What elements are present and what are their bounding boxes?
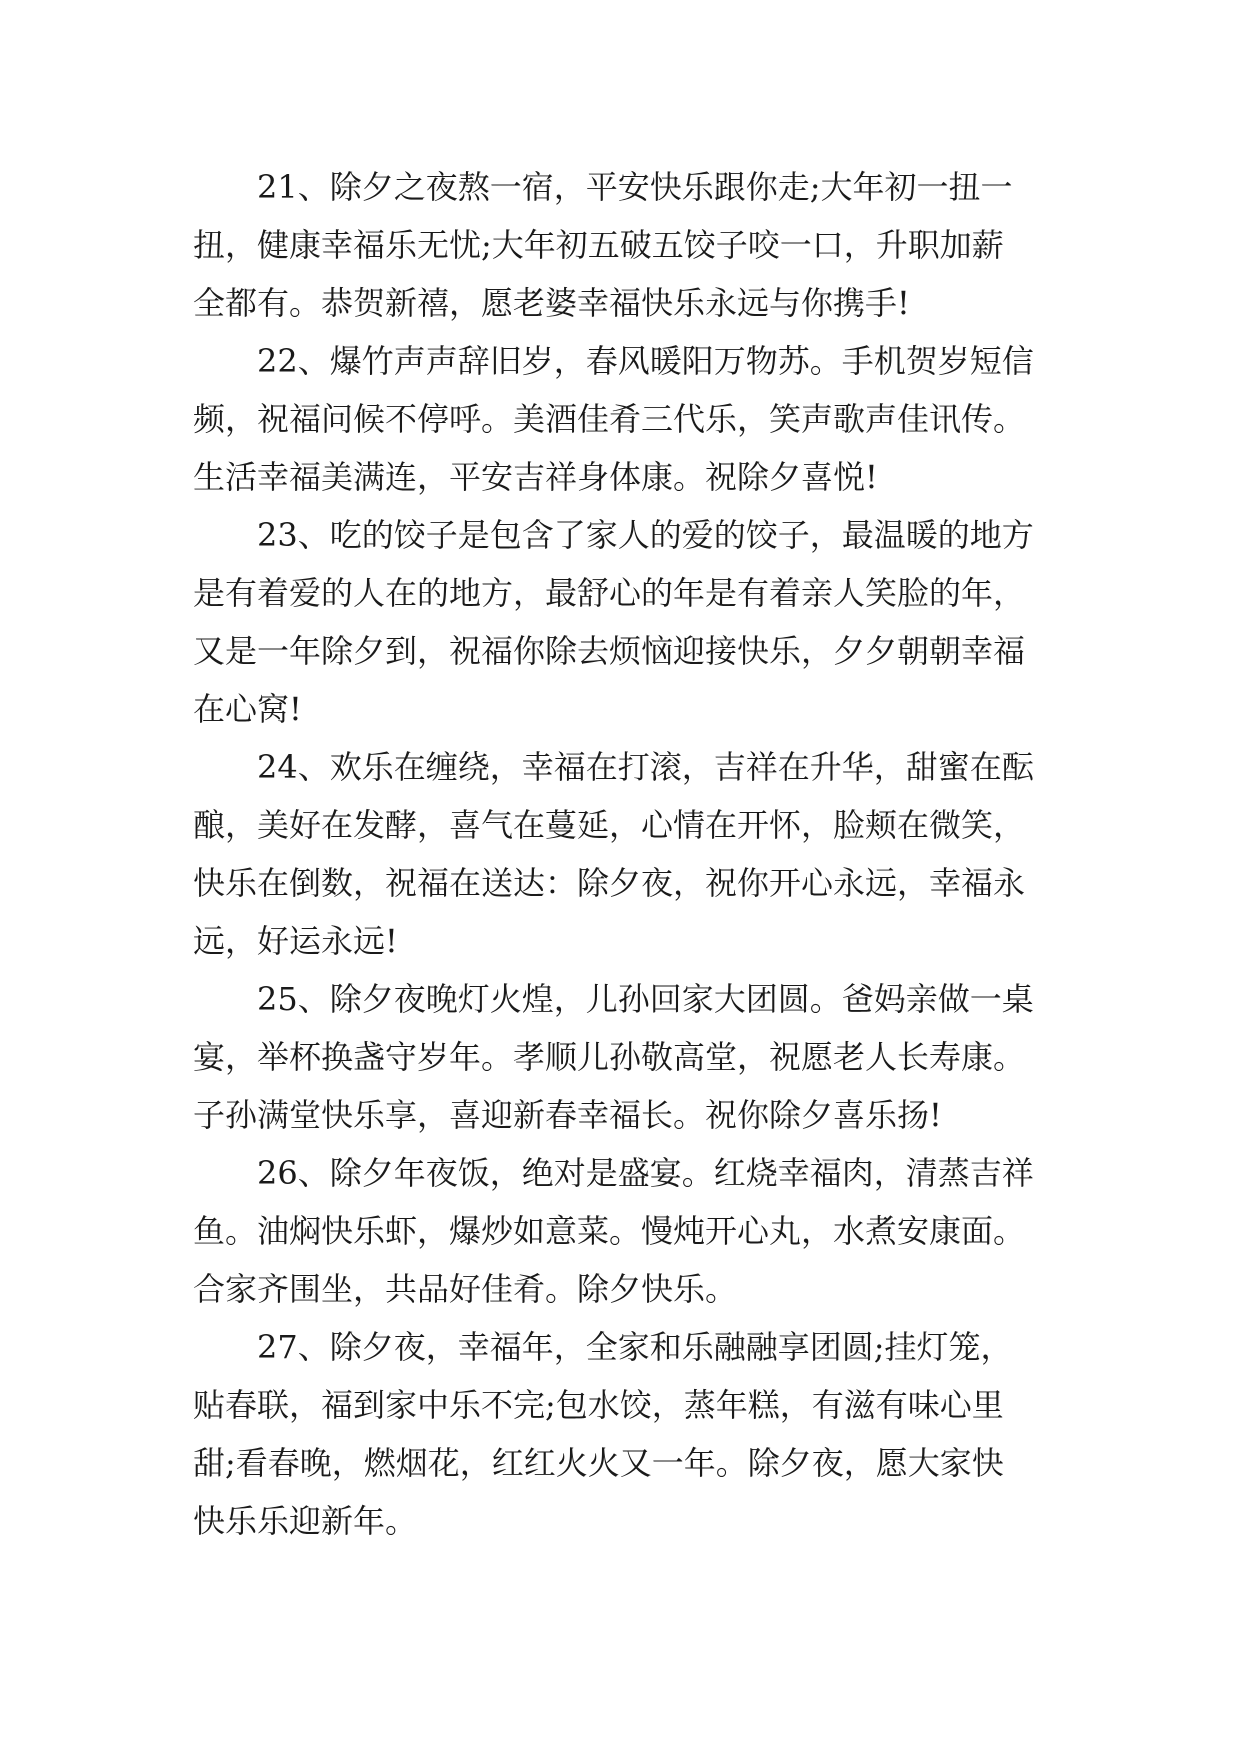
paragraph-23: 23、吃的饺子是包含了家人的爱的饺子，最温暖的地方 是有着爱的人在的地方，最舒心的年是有着亲人笑脸的年， 又是一年除夕到，祝福你除去烦恼迎接快乐，夕夕朝朝幸福 在心窝! xyxy=(193,516,1034,728)
paragraph-26: 26、除夕年夜饭，绝对是盛宴。红烧幸福肉，清蒸吉祥 鱼。油焖快乐虾，爆炒如意菜。慢炖开心丸，水煮安康面。 合家齐围坐，共品好佳肴。除夕快乐。 xyxy=(193,1154,1034,1308)
document-body xyxy=(193,158,1051,1550)
paragraph-24: 24、欢乐在缠绕，幸福在打滚，吉祥在升华，甜蜜在酝 酿，美好在发酵，喜气在蔓延，心情在开怀，脸颊在微笑， 快乐在倒数，祝福在送达：除夕夜，祝你开心永远，幸福永 远，好运永远! xyxy=(193,748,1034,960)
paragraph-25: 25、除夕夜晚灯火煌，儿孙回家大团圆。爸妈亲做一桌 宴，举杯换盏守岁年。孝顺儿孙敬高堂，祝愿老人长寿康。 子孙满堂快乐享，喜迎新春幸福长。祝你除夕喜乐扬! xyxy=(193,980,1034,1134)
paragraph-22: 22、爆竹声声辞旧岁，春风暖阳万物苏。手机贺岁短信 频，祝福问候不停呼。美酒佳肴三代乐，笑声歌声佳讯传。 生活幸福美满连，平安吉祥身体康。祝除夕喜悦! xyxy=(193,342,1034,496)
paragraph-21: 21、除夕之夜熬一宿，平安快乐跟你走;大年初一扭一 扭，健康幸福乐无忧;大年初五破五饺子咬一口，升职加薪 全都有。恭贺新禧，愿老婆幸福快乐永远与你携手! xyxy=(193,168,1013,322)
paragraph-27: 27、除夕夜，幸福年，全家和乐融融享团圆;挂灯笼， 贴春联，福到家中乐不完;包水饺，蒸年糕，有滋有味心里 甜;看春晚，燃烟花，红红火火又一年。除夕夜，愿大家快 快乐乐迎新年。 xyxy=(193,1328,1013,1540)
